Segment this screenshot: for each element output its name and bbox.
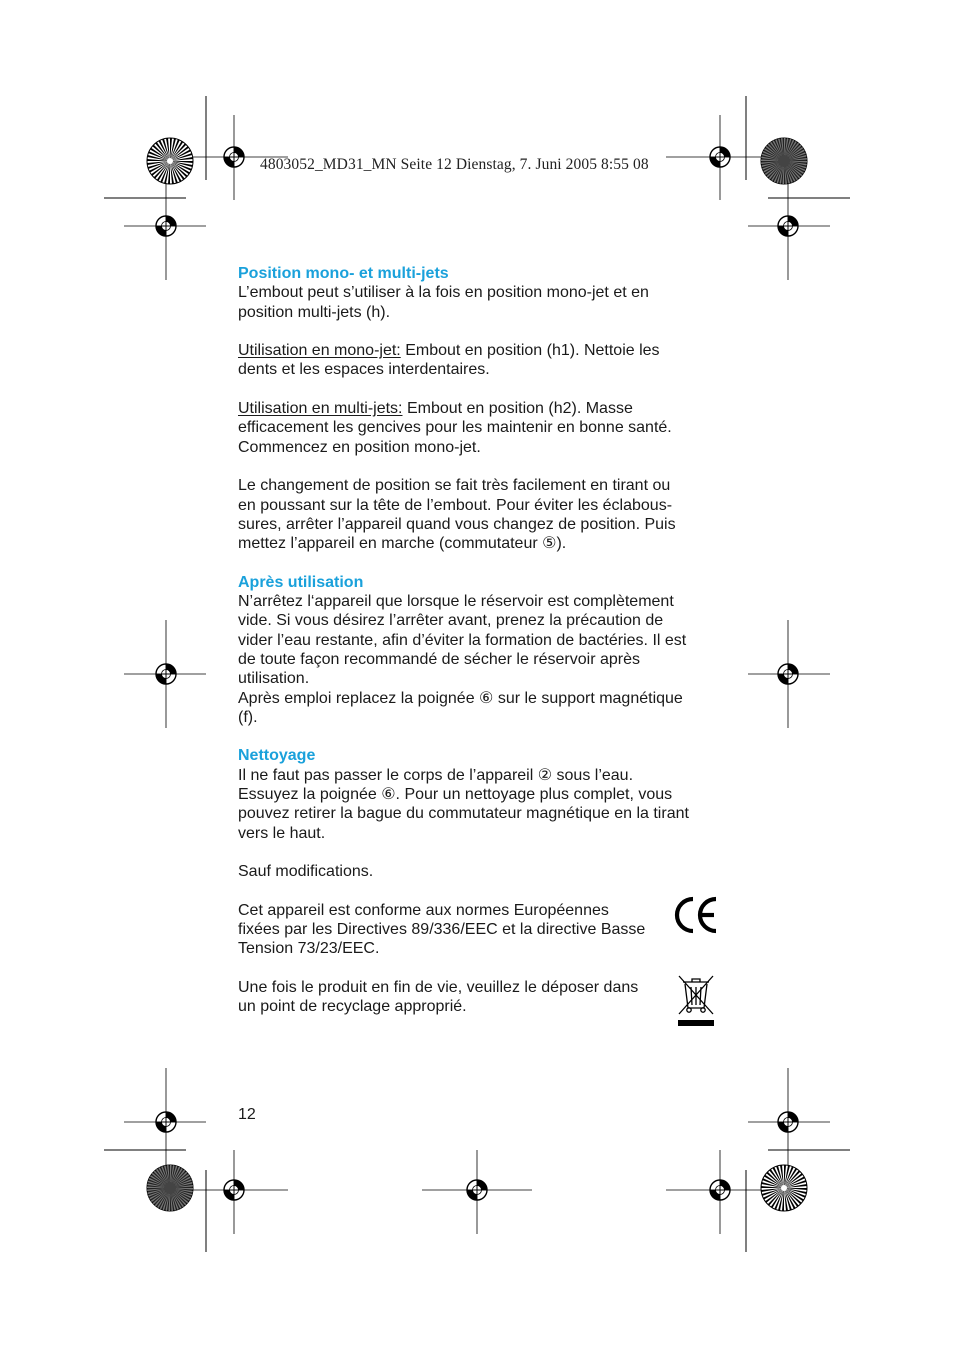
disposal-block <box>238 978 718 1017</box>
paragraph-line: fixées par les Directives 89/336/EEC et la directive Basse <box>238 921 646 939</box>
paragraph-line: vider l’eau restante, afin d’éviter la formation de bactéries. Il est <box>238 631 687 649</box>
paragraph-line: efficacement les gencives pour les maintenir en bonne santé. <box>238 419 672 437</box>
paragraph-line: N’arrêtez l‘appareil que lorsque le réservoir est complètement <box>238 593 674 611</box>
paragraph-line: sures, arrêter l’appareil quand vous changez de position. Puis <box>238 515 676 533</box>
registration-mark-icon <box>124 1068 206 1170</box>
label-mono-jet: Utilisation en mono-jet: <box>238 342 401 360</box>
paragraph-line: Tension 73/23/EEC. <box>238 940 380 958</box>
paragraph-line: Essuyez la poignée ⑥. Pour un nettoyage plus complet, vous <box>238 786 673 804</box>
paragraph-line: pouvez retirer la bague du commutateur magnétique en la tirant <box>238 805 689 823</box>
paragraph-line: mettez l’appareil en marche (commutateur ⑤). <box>238 535 567 553</box>
registration-mark-icon <box>666 1150 774 1234</box>
paragraph-mono-jet <box>238 341 718 360</box>
starburst-target-icon <box>147 1165 193 1211</box>
registration-mark-icon <box>180 1150 288 1234</box>
registration-mark-icon <box>124 620 206 728</box>
label-multi-jets: Utilisation en multi-jets: <box>238 400 403 418</box>
ce-mark-icon <box>672 893 720 937</box>
section-heading-position: Position mono- et multi-jets <box>238 265 449 282</box>
registration-mark-icon <box>748 620 830 728</box>
paragraph-line: Après emploi replacez la poignée ⑥ sur le support magnétique <box>238 689 683 707</box>
paragraph-multi-jets <box>238 399 718 418</box>
crossed-out-wheelie-bin-icon <box>674 972 718 1030</box>
paragraph-line: Il ne faut pas passer le corps de l’appareil ② sous l’eau. <box>238 766 634 784</box>
paragraph-line: dents et les espaces interdentaires. <box>238 361 490 379</box>
modifications-note: Sauf modifications. <box>238 863 374 881</box>
registration-mark-icon <box>748 180 830 280</box>
text-mono-jet: Embout en position (h1). Nettoie les <box>400 342 660 360</box>
starburst-target-icon <box>761 138 807 184</box>
paragraph-line: position multi-jets (h). <box>238 303 391 321</box>
paragraph-line: (f). <box>238 708 258 726</box>
paragraph-line: en poussant sur la tête de l’embout. Pour éviter les éclabous- <box>238 496 673 514</box>
section-heading-after-use: Après utilisation <box>238 573 364 591</box>
registration-mark-icon <box>124 180 206 280</box>
print-slug: 4803052_MD31_MN Seite 12 Dienstag, 7. Juni 2005 8:55 08 <box>260 156 649 173</box>
starburst-target-icon <box>761 1165 807 1211</box>
paragraph-line: vide. Si vous désirez l’arrêter avant, prenez la précaution de <box>238 612 664 630</box>
paragraph-line: Commencez en position mono-jet. <box>238 438 481 456</box>
starburst-target-icon <box>147 138 193 184</box>
paragraph-line: vers le haut. <box>238 824 326 842</box>
conformity-block <box>238 901 718 959</box>
registration-mark-icon <box>748 1068 830 1170</box>
page-number: 12 <box>238 1106 256 1123</box>
paragraph-line: L’embout peut s’utiliser à la fois en position mono-jet et en <box>238 284 649 302</box>
registration-mark-icon <box>422 1150 532 1234</box>
registration-mark-icon <box>666 115 774 200</box>
paragraph-line: un point de recyclage approprié. <box>238 998 467 1016</box>
text-multi-jets: Embout en position (h2). Masse <box>402 400 633 418</box>
page-body <box>238 264 718 1017</box>
section-heading-cleaning: Nettoyage <box>238 747 316 765</box>
paragraph-line: Cet appareil est conforme aux normes Européennes <box>238 901 609 919</box>
paragraph-line: Une fois le produit en fin de vie, veuillez le déposer dans <box>238 978 639 996</box>
paragraph-line: Le changement de position se fait très facilement en tirant ou <box>238 477 671 495</box>
paragraph-line: utilisation. <box>238 670 310 688</box>
paragraph-line: de toute façon recommandé de sécher le réservoir après <box>238 650 640 668</box>
